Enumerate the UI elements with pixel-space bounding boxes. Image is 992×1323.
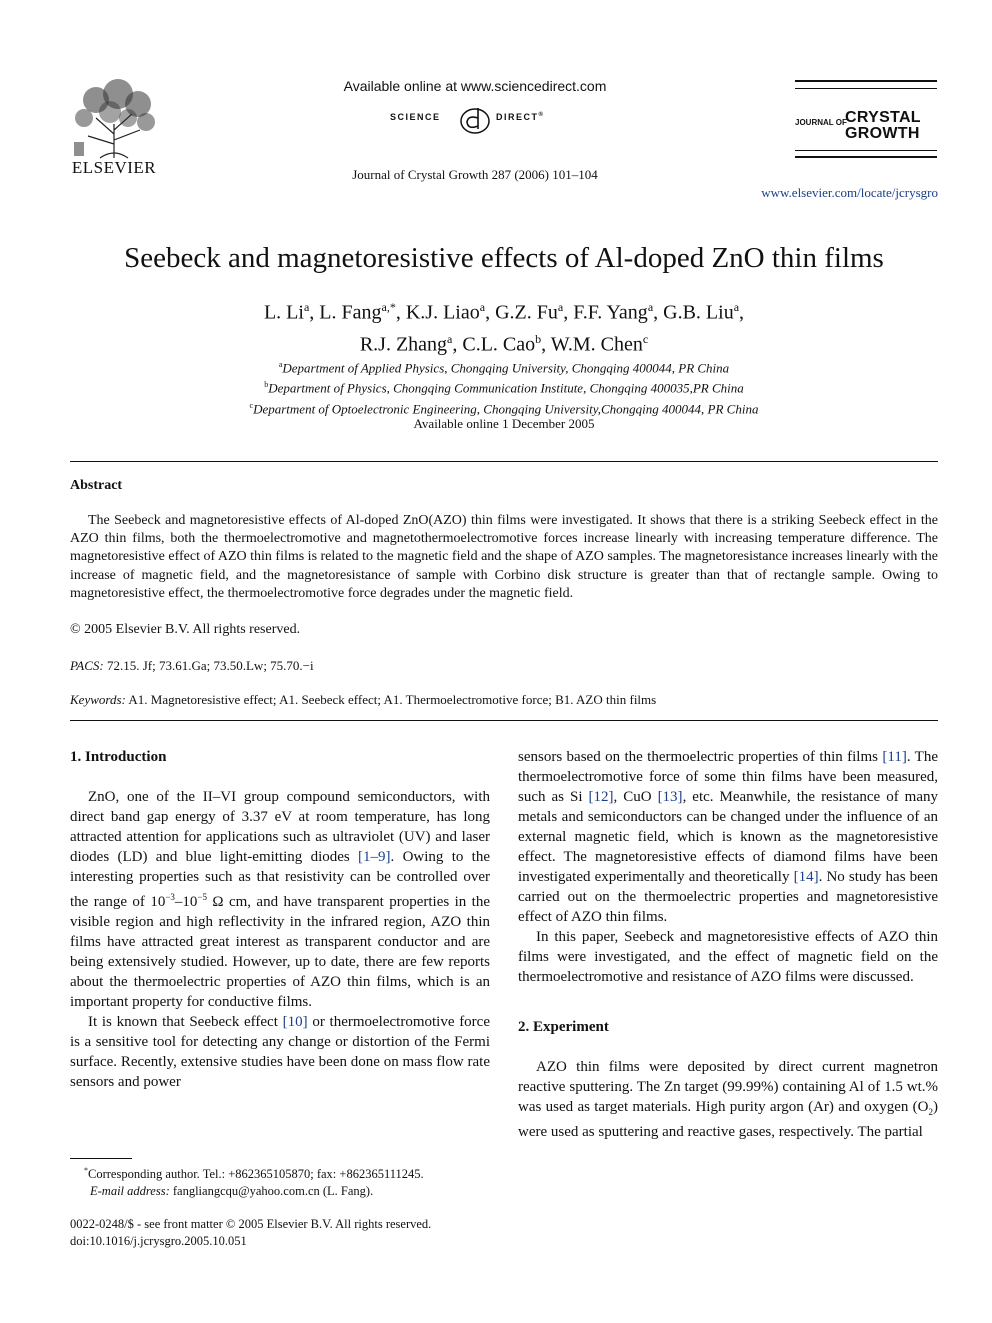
available-date: Available online 1 December 2005: [413, 416, 595, 431]
intro-paragraph-1: ZnO, one of the II–VI group compound semiconductors, with direct band gap energy of 3.37 eV at room temperature, has long attracted attention for applications such as ultraviolet (UV) and laser diodes (LD) and blue light-emitting diodes [1–9]. Owing to the interesting properties such as that resistivity can be controlled over the range of $10^{-3}-10^{-5}$ Ω cm, and have transparent properties in the visible region and high reflectivity in the infrared region, AZO thin films have attracted great interest as transparent conductor and are being extensively studied. However, up to date, there are few reports about the thermoelectric properties of AZO thin films, which is an important property for conductive films.: [70, 789, 490, 1010]
author-separator: ,: [452, 333, 463, 356]
email-link[interactable]: fangliangcqu@yahoo.com.cn (L. Fang).: [169, 1184, 374, 1199]
author-separator: ,: [485, 301, 496, 324]
intro-paragraph-3: In this paper, Seebeck and magnetoresistive effects of AZO thin films were investigated, and the effect of magnetic field on the thermoelectromotive and resistance of AZO films were discussed.: [518, 929, 938, 985]
intro-paragraph-2-continued: sensors based on the thermoelectric properties of thin films [11]. The thermoelectromotive force of some thin films have been measured, such as Si [12], CuO [13], etc. Meanwhile, the resistance of many metals and semiconductors can be changed under the influence of an external magnetic field, which is known as the magnetoresistive effect. The magnetoresistive effects of diamond films have been investigated experimentally and theoretically [14]. No study has been carried out on the thermoelectric properties and magnetoresistive effect of AZO thin films.: [518, 749, 939, 925]
experiment-paragraph-1: AZO thin films were deposited by direct current magnetron reactive sputtering. The Zn target (99.99%) containing Al of 1.5 wt.% was used as target materials. High purity argon (Ar) and oxygen $(O_2)$ were used as sputtering and reactive gases, respectively. The partial: [518, 1059, 938, 1140]
header-rule-last: [795, 156, 937, 158]
ref-10-link[interactable]: [10]: [282, 1014, 308, 1030]
corresponding-author-note: *Corresponding author. Tel.: +862365105870; fax: +862365111245. E-mail address: fangliangcqu@yahoo.com.cn (L. Fang).: [84, 1166, 424, 1199]
sd-left-text: SCIENCE: [390, 112, 441, 122]
author-affiliation-mark: a: [303, 300, 310, 314]
rule-above-abstract: [70, 461, 938, 462]
available-online-link[interactable]: Available online at www.sciencedirect.com: [343, 78, 607, 94]
ref-11-link[interactable]: [11]: [882, 749, 907, 765]
journal-logo-big: CRYSTAL GROWTH: [845, 109, 921, 142]
author-separator: ,: [563, 301, 574, 324]
keywords-label: Keywords:: [70, 692, 126, 707]
author-affiliation-mark: a,*: [381, 300, 396, 314]
experiment-heading: 2. Experiment: [518, 1019, 609, 1035]
author-name: C.L. Cao: [462, 333, 536, 356]
header-rule-bottom: [795, 150, 937, 151]
author-name: G.Z. Fu: [495, 301, 558, 324]
elsevier-logo: [66, 78, 166, 178]
author-separator: ,: [739, 301, 745, 324]
footnote-rule: [70, 1158, 132, 1159]
sciencedirect-mark-icon: [458, 104, 492, 136]
author-affiliation-mark: a: [479, 300, 486, 314]
author-affiliation-mark: b: [535, 331, 542, 346]
author-name: G.B. Liu: [663, 301, 734, 324]
author-affiliation-mark: a: [557, 300, 564, 314]
author-line-1: [70, 294, 938, 326]
author-affiliation-mark: a: [733, 300, 740, 314]
abstract-copyright: © 2005 Elsevier B.V. All rights reserved.: [70, 622, 301, 637]
author-line-2: [70, 326, 938, 358]
author-name: W.M. Chen: [550, 333, 643, 356]
author-affiliation-mark: c: [642, 331, 649, 346]
keywords-list: A1. Magnetoresistive effect; A1. Seebeck effect; A1. Thermoelectromotive force; B1. AZO thin films: [128, 692, 657, 707]
intro-heading: 1. Introduction: [70, 749, 167, 765]
author-affiliation-mark: a: [447, 331, 453, 346]
author-name: L. Fang: [319, 301, 382, 324]
article-title: Seebeck and magnetoresistive effects of Al-doped ZnO thin films: [124, 242, 884, 274]
author-separator: ,: [541, 333, 551, 356]
ref-12-link[interactable]: [12]: [588, 789, 614, 805]
author-list: [70, 294, 938, 357]
author-separator: ,: [309, 301, 320, 324]
author-affiliation-mark: a: [647, 300, 654, 314]
journal-logo-small: JOURNAL OF: [795, 118, 847, 127]
issn-line: 0022-0248/$ - see front matter © 2005 Elsevier B.V. All rights reserved.: [70, 1217, 432, 1231]
sd-right-text: DIRECT®: [496, 112, 545, 122]
intro-paragraph-2: It is known that Seebeck effect [10] or thermoelectromotive force is a sensitive tool for detecting any change or distortion of the Fermi surface. Recently, extensive studies have been done on mass flow rate sensors and power: [70, 1014, 490, 1090]
ref-13-link[interactable]: [13]: [657, 789, 683, 805]
publisher-name: ELSEVIER: [71, 158, 157, 177]
author-name: R.J. Zhang: [359, 333, 448, 356]
affiliation-b: $^b$Department of Physics, Chongqing Communication Institute, Chongqing 400035,PR China: [264, 380, 744, 396]
author-separator: ,: [653, 301, 664, 324]
author-name: F.F. Yang: [573, 301, 648, 324]
author-separator: ,: [395, 301, 406, 324]
elsevier-tree-icon: [66, 78, 162, 160]
author-name: L. Li: [263, 301, 304, 324]
pacs-codes: 72.15. Jf; 73.61.Ga; 73.50.Lw; 75.70.−i: [106, 658, 314, 673]
abstract-text: The Seebeck and magnetoresistive effects of Al-doped ZnO(AZO) thin films were investigated. It shows that there is a striking Seebeck effect in the AZO thin films, both the thermoelectromotive and magnetothermoelectromotive forces increase linearly with increasing temperature difference. The magnetoresistive effect of AZO thin films is related to the magnetic field and the shape of AZO samples. The magnetoresistance increases linearly with the increase of magnetic field, and the magnetoresistance of sample with Corbino disk structure is greater than that of rectangle sample. Owing to magnetoresistive effect, the thermoelectromotive force degrades under the magnetic field.: [70, 513, 938, 601]
author-name: K.J. Liao: [405, 301, 480, 324]
affiliation-a: $^a$Department of Applied Physics, Chongqing University, Chongqing 400044, PR China: [278, 360, 730, 376]
rule-below-abstract: [70, 720, 938, 721]
abstract-heading: Abstract: [70, 478, 123, 493]
left-column: [70, 747, 490, 1092]
doi-line: doi:10.1016/j.jcrysgro.2005.10.051: [70, 1234, 247, 1248]
sciencedirect-logo: [372, 104, 582, 136]
issn-doi-block: [70, 1216, 490, 1250]
journal-citation: Journal of Crystal Growth 287 (2006) 101–104: [352, 167, 598, 182]
journal-homepage-link[interactable]: www.elsevier.com/locate/jcrysgro: [761, 185, 938, 200]
keywords-line: [70, 692, 656, 708]
affiliation-c: $^c$Department of Optoelectronic Engineering, Chongqing University,Chongqing 400044, PR China: [249, 400, 759, 416]
pacs-line: [70, 658, 314, 674]
header-rule-second: [795, 88, 937, 89]
ref-1-9-link[interactable]: [1–9]: [358, 849, 391, 865]
pacs-label: PACS:: [70, 658, 104, 673]
right-column: [518, 747, 938, 1142]
affiliation-list: [70, 356, 938, 417]
ref-14-link[interactable]: [14]: [793, 869, 819, 885]
header-rule-top: [795, 80, 937, 82]
